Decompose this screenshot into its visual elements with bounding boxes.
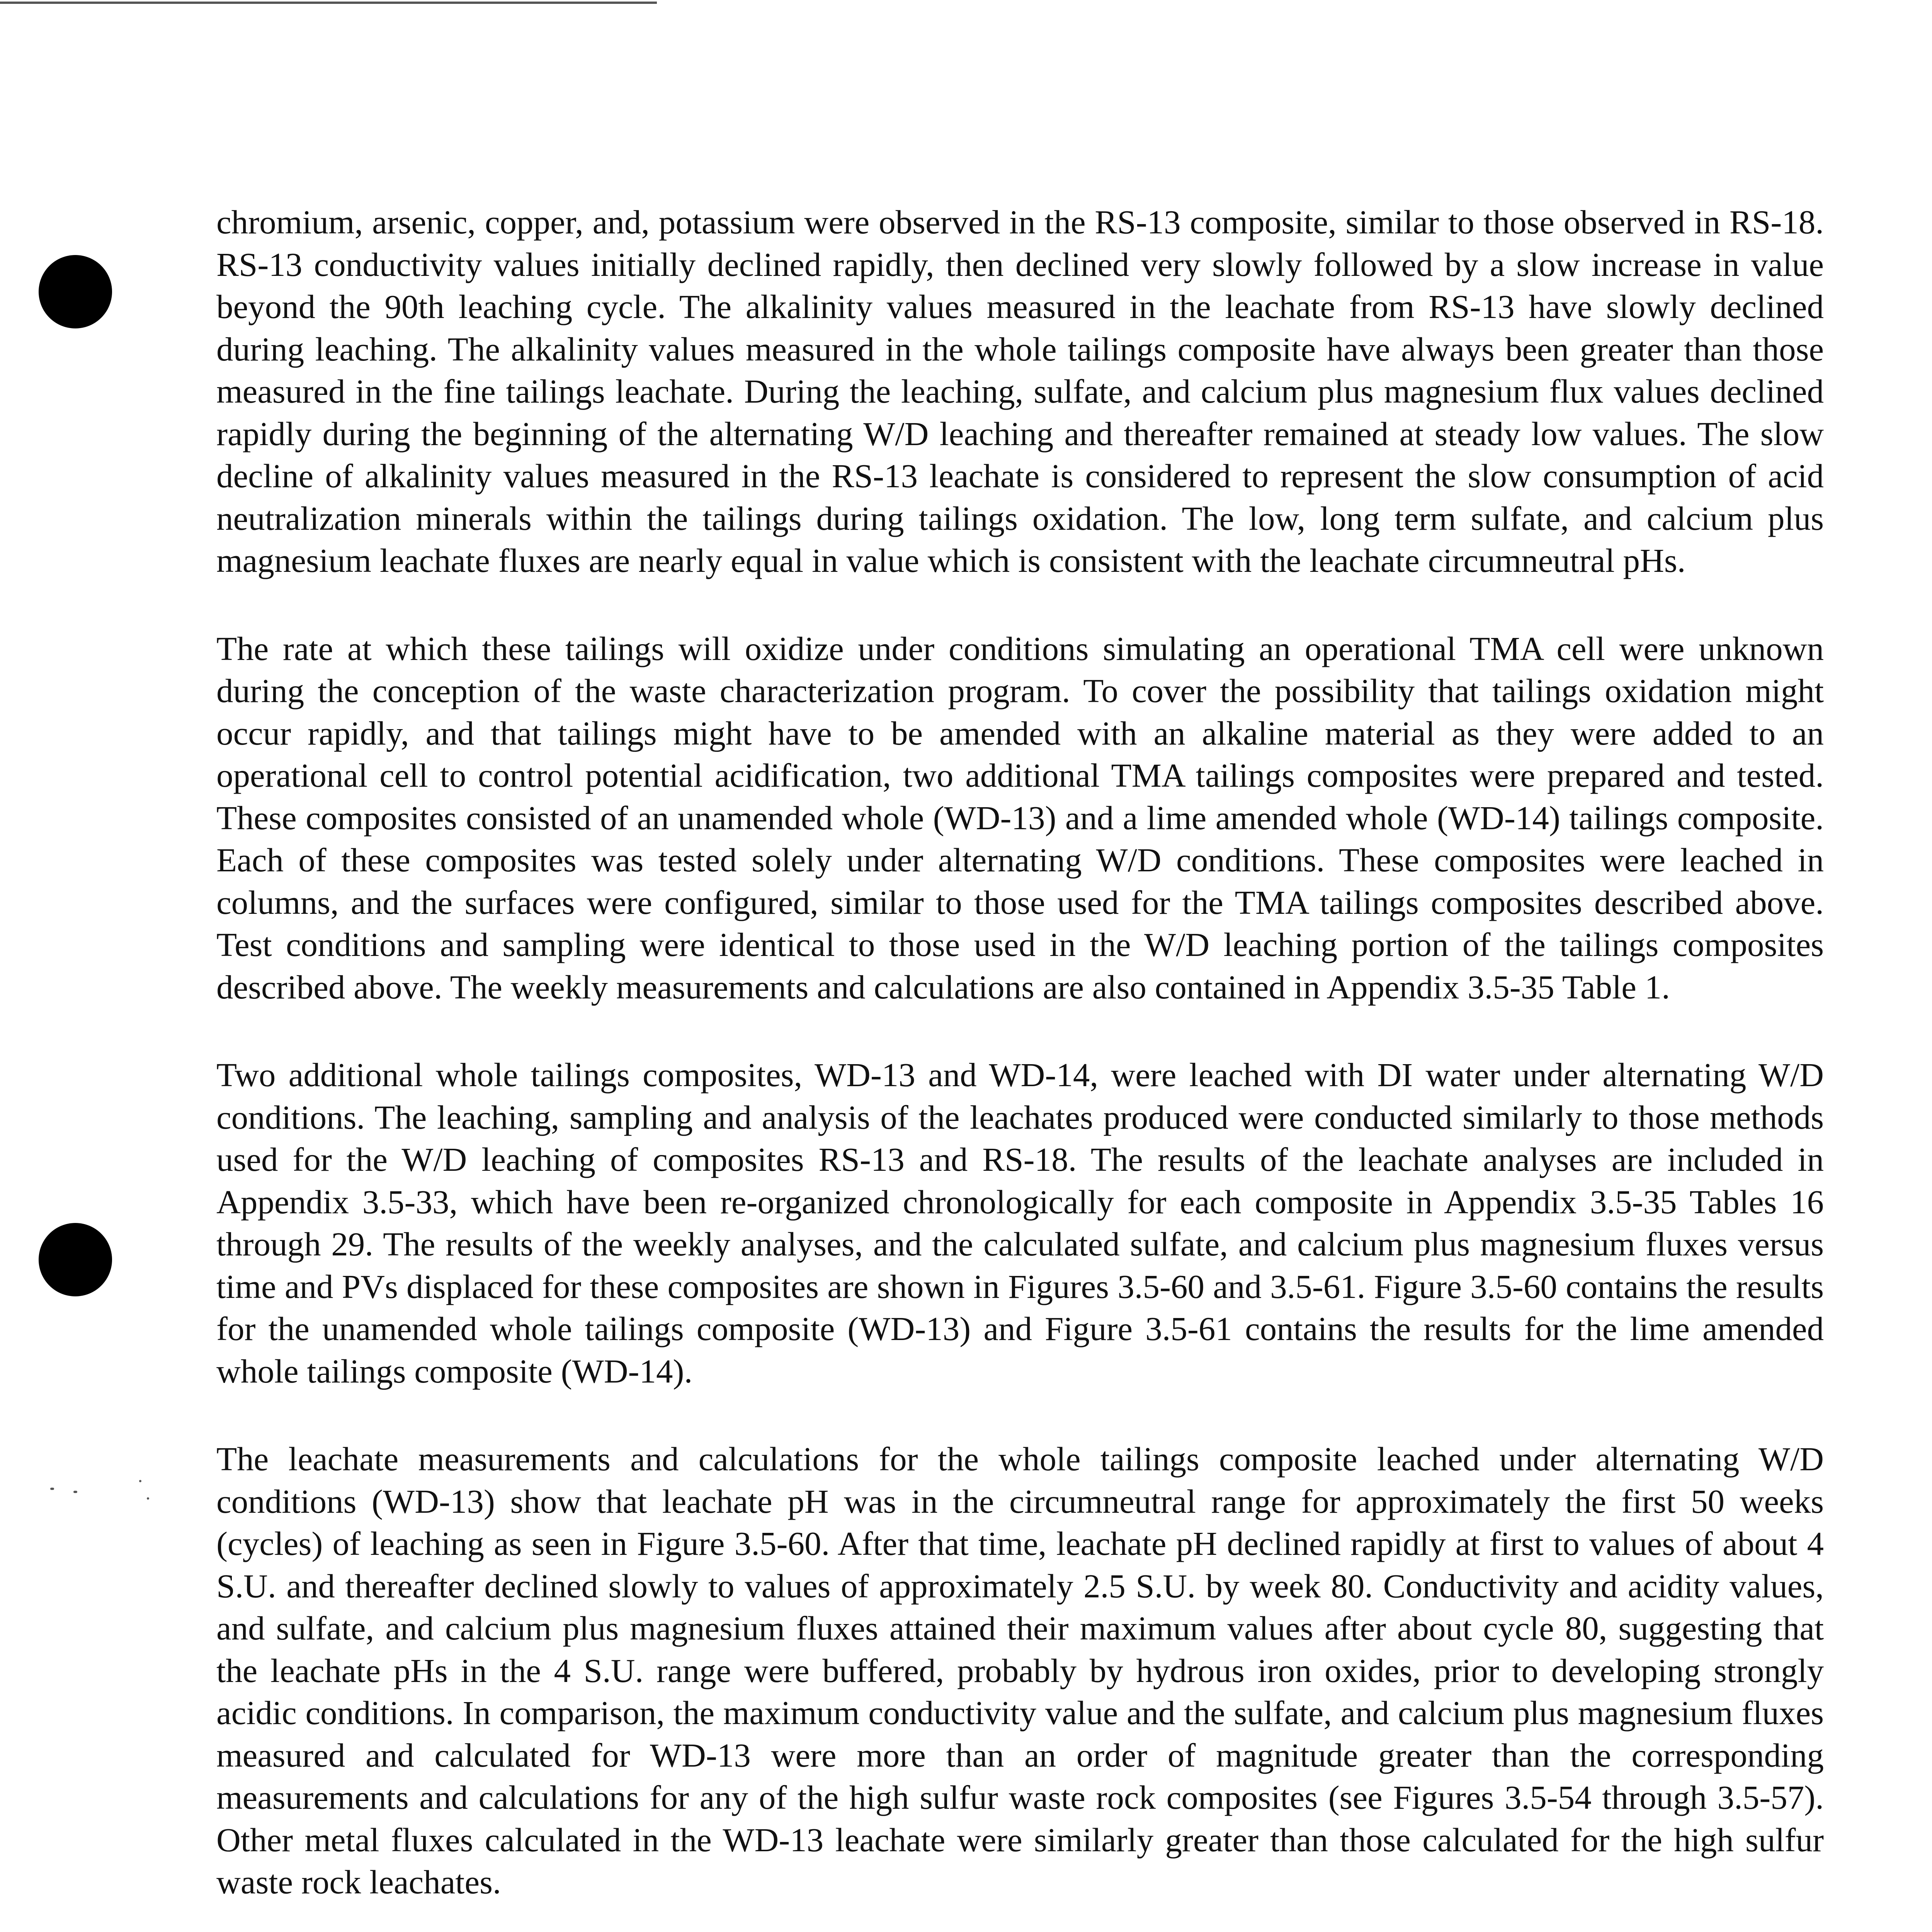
- punch-hole-top: [39, 255, 112, 328]
- paragraph-3: Two additional whole tailings composites, WD-13 and WD-14, were leached with DI water under alternating W/D conditions. The leaching, sampling and analysis of the leachates produced were conducted similarly to those methods used for the W/D leaching of composites RS-13 and RS-18. The results of the leachate analyses are included in Appendix 3.5-33, which have been re-organized chronologically for each composite in Appendix 3.5-35 Tables 16 through 29. The results of the weekly analyses, and the calculated sulfate, and calcium plus magnesium fluxes versus time and PVs displaced for these composites are shown in Figures 3.5-60 and 3.5-61. Figure 3.5-60 contains the results for the unamended whole tailings composite (WD-13) and Figure 3.5-61 contains the results for the lime amended whole tailings composite (WD-14).: [216, 1056, 1824, 1390]
- paragraph-2: The rate at which these tailings will oxidize under conditions simulating an operational TMA cell were unknown during the conception of the waste characterization program. To cover the possibility that tailings oxidation might occur rapidly, and that tailings might have to be amended with an alkaline material as they were added to an operational cell to control potential acidification, two additional TMA tailings composites were prepared and tested. These composites consisted of an unamended whole (WD-13) and a lime amended whole (WD-14) tailings composite. Each of these composites was tested solely under alternating W/D conditions. These composites were leached in columns, and the surfaces were configured, similar to those used for the TMA tailings composites described above. Test conditions and sampling were identical to those used in the W/D leaching portion of the tailings composites described above. The weekly measurements and calculations are also contained in Appendix 3.5-35 Table 1.: [216, 629, 1824, 1006]
- paragraph-1: chromium, arsenic, copper, and, potassium were observed in the RS-13 composite, similar to those observed in RS-18. RS-13 conductivity values initially declined rapidly, then declined very slowly followed by a slow increase in value beyond the 90th leaching cycle. The alkalinity values measured in the leachate from RS-13 have slowly declined during leaching. The alkalinity values measured in the whole tailings composite have always been greater than those measured in the fine tailings leachate. During the leaching, sulfate, and calcium plus magnesium flux values declined rapidly during the beginning of the alternating W/D leaching and thereafter remained at steady low values. The slow decline of alkalinity values measured in the RS-13 leachate is considered to represent the slow consumption of acid neutralization minerals within the tailings during tailings oxidation. The low, long term sulfate, and calcium plus magnesium leachate fluxes are nearly equal in value which is consistent with the leachate circumneutral pHs.: [216, 203, 1824, 579]
- punch-hole-middle: [39, 1223, 112, 1296]
- paragraph-4: The leachate measurements and calculations for the whole tailings composite leached under alternating W/D conditions (WD-13) show that leachate pH was in the circumneutral range for approximately the first 50 weeks (cycles) of leaching as seen in Figure 3.5-60. After that time, leachate pH declined rapidly at first to values of about 4 S.U. and thereafter declined slowly to values of approximately 2.5 S.U. by week 80. Conductivity and acidity values, and sulfate, and calcium plus magnesium fluxes attained their maximum values after about cycle 80, suggesting that the leachate pHs in the 4 S.U. range were buffered, probably by hydrous iron oxides, prior to developing strongly acidic conditions. In comparison, the maximum conductivity value and the sulfate, and calcium plus magnesium fluxes measured and calculated for WD-13 were more than an order of magnitude greater than the corresponding measurements and calculations for any of the high sulfur waste rock composites (see Figures 3.5-54 through 3.5-57). Other metal fluxes calculated in the WD-13 leachate were similarly greater than those calculated for the high sulfur waste rock leachates.: [216, 1440, 1824, 1901]
- top-edge-line: [0, 2, 657, 4]
- body-text: [216, 201, 1824, 1932]
- scan-specks: [50, 1480, 166, 1511]
